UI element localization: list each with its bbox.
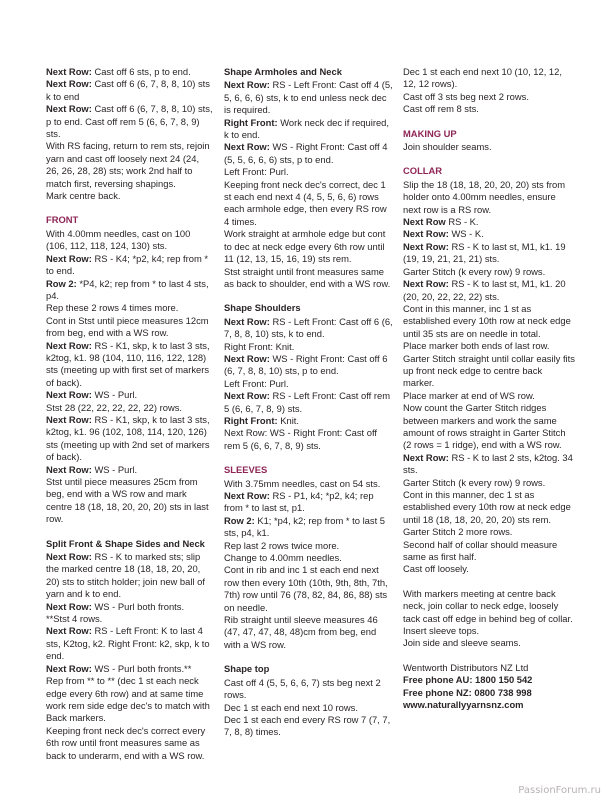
row-text: RS - Left Front: Cast off rem 5 (6, 6, 7, 8, 9) sts. bbox=[224, 390, 391, 414]
row-text: Join shoulder seams. bbox=[403, 141, 492, 153]
row-label: Right Front: bbox=[224, 414, 278, 426]
row-label: Next Row: bbox=[46, 463, 92, 475]
row-label: Next Row: bbox=[46, 78, 92, 90]
row-text: Dec 1 st each end next 10 rows. bbox=[224, 701, 358, 713]
instruction-line bbox=[403, 625, 575, 637]
instruction-line bbox=[46, 253, 214, 278]
instruction-line bbox=[403, 452, 575, 477]
instruction-line bbox=[224, 478, 394, 490]
instruction-line bbox=[403, 66, 575, 91]
instruction-line bbox=[46, 278, 214, 303]
instruction-line bbox=[224, 427, 394, 452]
instruction-line bbox=[403, 637, 575, 649]
row-text: Knit. bbox=[277, 414, 300, 426]
instruction-line bbox=[224, 378, 394, 390]
sleeve-finish-instructions bbox=[403, 66, 575, 116]
row-label: Next Row: bbox=[46, 252, 92, 264]
row-text: Join side and sleeve seams. bbox=[403, 637, 521, 649]
row-text: Cast off 6 (6, 7, 8, 8, 10) sts, p to end. Cast off rem 5 (6, 6, 7, 8, 9) sts. bbox=[46, 103, 213, 140]
row-text: Cont in this manner, dec 1 st as established every 10th row at neck edge until 18 (18, 18, 20, 20, 20) sts rem. bbox=[403, 489, 571, 525]
instruction-line bbox=[224, 614, 394, 651]
shoulders-instructions bbox=[224, 316, 394, 452]
row-label: Next Row: bbox=[46, 339, 92, 351]
instruction-line bbox=[403, 241, 575, 266]
instruction-line bbox=[46, 476, 214, 526]
row-text: Dec 1 st each end every RS row 7 (7, 7, 7, 8, 8) times. bbox=[224, 713, 391, 738]
making-up-heading: MAKING UP bbox=[403, 127, 457, 139]
instruction-line bbox=[224, 353, 394, 378]
row-label: Next Row bbox=[403, 216, 446, 228]
row-label: Next Row: bbox=[403, 451, 449, 463]
row-text: Insert sleeve tops. bbox=[403, 625, 480, 637]
instruction-line bbox=[224, 390, 394, 415]
instruction-line bbox=[403, 179, 575, 216]
instruction-line bbox=[403, 402, 575, 452]
row-text: RS - Left Front: Cast off 6 (6, 7, 8, 8, 10) sts, k to end. bbox=[224, 315, 393, 340]
row-text: RS - K to last 2 sts, k2tog. 34 sts. bbox=[403, 451, 573, 476]
row-text: WS - Purl both fronts.** bbox=[91, 662, 192, 674]
row-text: WS - Purl both fronts. bbox=[91, 600, 185, 612]
row-label: Next Row: bbox=[46, 662, 92, 674]
instruction-line bbox=[224, 141, 394, 166]
instruction-line bbox=[403, 266, 575, 278]
instruction-line bbox=[224, 552, 394, 564]
distributor-name: Wentworth Distributors NZ Ltd bbox=[403, 661, 529, 673]
row-text: Now count the Garter Stitch ridges between markers and work the same amount of rows straight in Garter Stitch (2 rows = 1 ridge), end with a WS row. bbox=[403, 402, 566, 451]
instruction-line bbox=[46, 78, 214, 103]
instruction-line bbox=[224, 515, 394, 540]
instruction-line bbox=[224, 117, 394, 142]
row-text: Rib straight until sleeve measures 46 (47, 47, 47, 48, 48)cm from beg, end with a WS row. bbox=[224, 614, 378, 650]
instruction-line bbox=[224, 564, 394, 614]
row-text: Place marker both ends of last row. bbox=[403, 340, 550, 352]
instruction-line bbox=[403, 216, 575, 228]
row-text: Cast off loosely. bbox=[403, 563, 469, 575]
row-text: WS - Purl. bbox=[91, 463, 138, 475]
back-finish-instructions bbox=[46, 66, 214, 202]
instruction-line bbox=[403, 91, 575, 103]
instruction-line bbox=[46, 613, 214, 625]
instruction-line bbox=[224, 228, 394, 265]
row-label: Row 2: bbox=[224, 514, 255, 526]
phone-au: Free phone AU: 1800 150 542 bbox=[403, 674, 533, 686]
instruction-line bbox=[46, 663, 214, 675]
row-text: RS - K4; *p2, k4; rep from * to end. bbox=[46, 252, 209, 277]
instruction-line bbox=[46, 414, 214, 464]
instruction-line bbox=[46, 725, 214, 762]
row-label: Row 2: bbox=[46, 277, 77, 289]
row-text: Mark centre back. bbox=[46, 190, 121, 202]
row-text: RS - K1, skp, k to last 3 sts, k2tog, k1. 98 (104, 110, 116, 122, 128) sts (meeting up with first set of markers of back). bbox=[46, 339, 210, 388]
row-text: Cast off 6 sts, p to end. bbox=[91, 66, 191, 77]
instruction-line bbox=[46, 601, 214, 613]
row-text: RS - K. bbox=[445, 216, 479, 228]
column-3 bbox=[403, 66, 575, 712]
row-text: Rep last 2 rows twice more. bbox=[224, 539, 340, 551]
instruction-line bbox=[46, 340, 214, 390]
shape-top-heading: Shape top bbox=[224, 663, 270, 675]
making-up-instructions bbox=[403, 141, 575, 153]
instruction-line bbox=[224, 166, 394, 178]
column-1 bbox=[46, 66, 214, 762]
row-text: Dec 1 st each end next 10 (10, 12, 12, 12, 12 rows). bbox=[403, 66, 562, 90]
row-text: Cast off 3 sts beg next 2 rows. bbox=[403, 90, 529, 102]
instruction-line bbox=[224, 79, 394, 116]
split-front-instructions bbox=[46, 551, 214, 762]
instruction-line bbox=[403, 303, 575, 340]
row-text: Next Row: WS - Right Front: Cast off rem 5 (6, 6, 7, 8, 9) sts. bbox=[224, 427, 377, 451]
instruction-line bbox=[224, 714, 394, 739]
row-text: Stst until piece measures 25cm from beg, end with a WS row and mark centre 18 (18, 18, 20, 20, 20) sts in last row. bbox=[46, 476, 209, 525]
instruction-line bbox=[403, 390, 575, 402]
phone-nz: Free phone NZ: 0800 738 998 bbox=[403, 686, 532, 698]
front-heading: FRONT bbox=[46, 214, 79, 226]
split-front-heading: Split Front & Shape Sides and Neck bbox=[46, 537, 205, 549]
instruction-line bbox=[403, 526, 575, 538]
instruction-line bbox=[224, 179, 394, 229]
instruction-line bbox=[403, 539, 575, 564]
instruction-line bbox=[46, 675, 214, 725]
instruction-line bbox=[46, 190, 214, 202]
row-text: With 3.75mm needles, cast on 54 sts. bbox=[224, 477, 381, 489]
row-text: RS - Left Front: Cast off 4 (5, 5, 6, 6, 6) sts, k to end unless neck dec is required. bbox=[224, 79, 393, 116]
row-label: Next Row: bbox=[46, 625, 92, 637]
instruction-line bbox=[46, 402, 214, 414]
row-text: *P4, k2; rep from * to last 4 sts, p4. bbox=[46, 277, 209, 301]
row-text: With RS facing, return to rem sts, rejoin yarn and cast off loosely next 24 (24, 26, 26, 28, 28) sts; work 2nd half to match first, reversing shapings. bbox=[46, 140, 210, 189]
row-text: Rep from ** to ** (dec 1 st each neck edge every 6th row) and at same time work rem side edge dec's to match with Back markers. bbox=[46, 675, 210, 724]
row-text: Stst straight until front measures same as back to shoulder, end with a WS row. bbox=[224, 265, 391, 289]
row-text: RS - K1, skp, k to last 3 sts, k2tog, k1. 96 (102, 108, 114, 120, 126) sts (meeting up with 2nd set of markers of back). bbox=[46, 413, 210, 463]
instruction-line bbox=[224, 341, 394, 353]
row-text: With 4.00mm needles, cast on 100 (106, 112, 118, 124, 130) sts. bbox=[46, 227, 191, 252]
row-text: Change to 4.00mm needles. bbox=[224, 552, 342, 564]
row-text: RS - K to last st, M1, k1. 19 (19, 19, 21, 21, 21) sts. bbox=[403, 240, 566, 265]
shape-top-instructions bbox=[224, 677, 394, 739]
row-text: WS - Purl. bbox=[91, 389, 138, 401]
row-label: Next Row: bbox=[224, 141, 270, 153]
instruction-line bbox=[403, 477, 575, 489]
row-label: Next Row: bbox=[403, 278, 449, 290]
row-text: **Stst 4 rows. bbox=[46, 613, 103, 625]
row-label: Next Row: bbox=[224, 79, 270, 91]
row-label: Right Front: bbox=[224, 116, 278, 128]
instruction-line bbox=[224, 677, 394, 702]
instruction-line bbox=[46, 625, 214, 662]
row-label: Next Row: bbox=[46, 600, 92, 612]
row-text: Garter Stitch 2 more rows. bbox=[403, 526, 513, 538]
instruction-line bbox=[46, 551, 214, 601]
row-text: Left Front: Purl. bbox=[224, 377, 289, 389]
row-text: Slip the 18 (18, 18, 20, 20, 20) sts from holder onto 4.00mm needles, ensure next row is a RS row. bbox=[403, 178, 566, 215]
instruction-line bbox=[224, 316, 394, 341]
website-link[interactable]: www.naturallyyarnsnz.com bbox=[403, 699, 524, 711]
instruction-line bbox=[403, 489, 575, 526]
row-text: Left Front: Purl. bbox=[224, 166, 289, 178]
row-text: Garter Stitch straight until collar easily fits up front neck edge to centre back marker. bbox=[403, 352, 575, 389]
row-label: Next Row: bbox=[224, 315, 270, 327]
row-label: Next Row: bbox=[403, 240, 449, 252]
row-text: Cast off rem 8 sts. bbox=[403, 103, 479, 115]
row-label: Next Row: bbox=[46, 551, 92, 563]
row-text: With markers meeting at centre back neck, join collar to neck edge, loosely tack cast off edge in behind beg of collar. bbox=[403, 587, 573, 624]
row-text: Garter Stitch (k every row) 9 rows. bbox=[403, 265, 546, 277]
row-text: RS - K to marked sts; slip the marked centre 18 (18, 18, 20, 20, 20) sts to stitch holder; join new ball of yarn and k to end. bbox=[46, 551, 205, 600]
instruction-line bbox=[46, 315, 214, 340]
row-text: WS - Right Front: Cast off 4 (5, 5, 6, 6, 6) sts, p to end. bbox=[224, 141, 388, 165]
row-text: Right Front: Knit. bbox=[224, 340, 295, 352]
instruction-line bbox=[46, 140, 214, 190]
row-label: Next Row: bbox=[403, 228, 449, 240]
instruction-line bbox=[403, 278, 575, 303]
finishing-instructions bbox=[403, 588, 575, 650]
row-text: K1; *p4, k2; rep from * to last 5 sts, p4, k1. bbox=[224, 514, 386, 539]
instruction-line bbox=[224, 540, 394, 552]
instruction-line bbox=[403, 340, 575, 352]
row-text: WS - Right Front: Cast off 6 (6, 7, 8, 8, 10) sts, p to end. bbox=[224, 352, 388, 377]
collar-instructions bbox=[403, 179, 575, 576]
shoulders-heading: Shape Shoulders bbox=[224, 302, 301, 314]
row-label: Next Row: bbox=[224, 390, 270, 402]
row-text: Cont in this manner, inc 1 st as established every 10th row at neck edge until 35 sts are on needle in total. bbox=[403, 302, 571, 339]
row-text: Place marker at end of WS row. bbox=[403, 389, 535, 401]
instruction-line bbox=[46, 464, 214, 476]
watermark: PassionForum.ru bbox=[518, 785, 601, 796]
row-label: Next Row: bbox=[46, 413, 92, 425]
row-text: Cast off 4 (5, 5, 6, 6, 7) sts beg next 2 rows. bbox=[224, 676, 381, 701]
instruction-line bbox=[224, 266, 394, 291]
instruction-line bbox=[403, 141, 575, 153]
sleeves-heading: SLEEVES bbox=[224, 464, 268, 476]
instruction-line bbox=[224, 415, 394, 427]
row-label: Next Row: bbox=[224, 352, 270, 364]
instruction-line bbox=[46, 228, 214, 253]
row-text: Rep these 2 rows 4 times more. bbox=[46, 302, 179, 314]
sleeves-instructions bbox=[224, 478, 394, 652]
instruction-line bbox=[224, 702, 394, 714]
row-text: Stst 28 (22, 22, 22, 22, 22) rows. bbox=[46, 401, 183, 413]
row-label: Next Row: bbox=[224, 490, 270, 501]
instruction-line bbox=[46, 103, 214, 140]
row-text: Cast off 6 (6, 7, 8, 8, 10) sts k to end bbox=[46, 78, 210, 102]
row-text: Garter Stitch (k every row) 9 rows. bbox=[403, 476, 546, 488]
armholes-instructions bbox=[224, 79, 394, 290]
row-text: Keeping front neck dec's correct, dec 1 st each end next 4 (4, 5, 5, 6, 6) rows each armhole edge, then every RS row 4 times. bbox=[224, 178, 387, 227]
row-text: RS - Left Front: K to last 4 sts, K2tog, k2. Right Front: k2, skp, k to end. bbox=[46, 625, 210, 662]
row-text: Second half of collar should measure same as first half. bbox=[403, 538, 558, 563]
armholes-heading: Shape Armholes and Neck bbox=[224, 66, 342, 77]
row-text: Work neck dec if required, k to end. bbox=[224, 116, 389, 141]
instruction-line bbox=[403, 103, 575, 115]
instruction-line bbox=[403, 563, 575, 575]
row-text: Cont in rib and inc 1 st each end next row then every 10th (10th, 9th, 8th, 7th, 7th) row until 76 (78, 82, 84, 86, 88) sts on needle. bbox=[224, 564, 388, 613]
instruction-line bbox=[403, 353, 575, 390]
instruction-line bbox=[403, 588, 575, 625]
row-text: Keeping front neck dec's correct every 6th row until front measures same as back to underarm, end with a WS row. bbox=[46, 724, 206, 761]
instruction-line bbox=[46, 389, 214, 401]
collar-heading: COLLAR bbox=[403, 165, 443, 177]
instruction-line bbox=[46, 302, 214, 314]
instruction-line bbox=[403, 228, 575, 240]
row-text: RS - K to last st, M1, k1. 20 (20, 20, 22, 22, 22) sts. bbox=[403, 278, 566, 302]
instruction-line bbox=[224, 490, 394, 515]
instruction-line bbox=[46, 66, 214, 78]
front-instructions bbox=[46, 228, 214, 526]
row-text: Cont in Stst until piece measures 12cm from beg, end with a WS row. bbox=[46, 314, 209, 339]
row-text: WS - K. bbox=[448, 228, 484, 240]
row-label: Next Row: bbox=[46, 389, 92, 401]
column-2 bbox=[224, 66, 394, 739]
row-text: Work straight at armhole edge but cont to dec at neck edge every 6th row until 11 (12, 13, 15, 16, 19) sts rem. bbox=[224, 228, 386, 265]
row-label: Next Row: bbox=[46, 103, 92, 115]
row-text: RS - P1, k4; *p2, k4; rep from * to last st, p1. bbox=[224, 490, 374, 514]
row-label: Next Row: bbox=[46, 66, 92, 77]
